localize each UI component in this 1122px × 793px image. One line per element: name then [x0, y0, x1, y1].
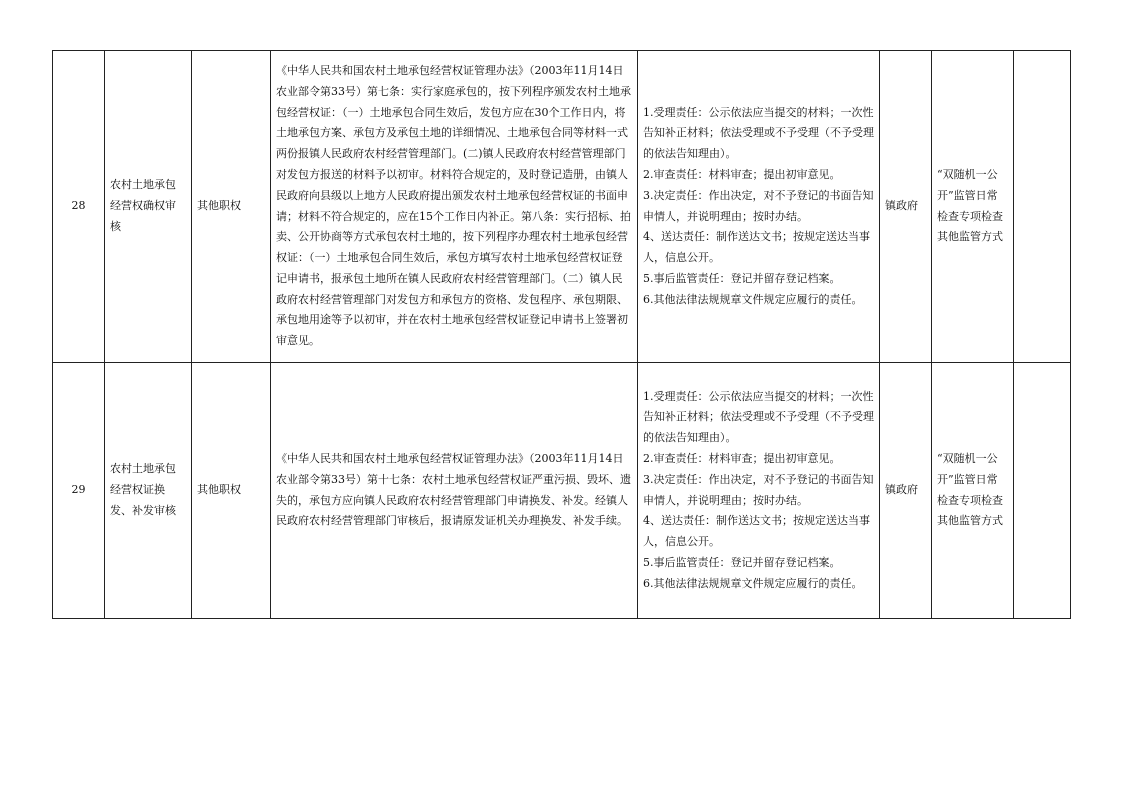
responsibility-item: 4、送达责任：制作送达文书；按规定送达当事人，信息公开。: [643, 230, 870, 265]
legal-basis: 《中华人民共和国农村土地承包经营权证管理办法》（2003年11月14日农业部令第33号）第十七条：农村土地承包经营权证严重污损、毁坏、遗失的，承包方应向镇人民政府农村经营管理部门申请换发、补发。经镇人民政府农村经营管理部门审核后，报请原发证机关办理换发、补发手续。: [271, 363, 638, 619]
item-name: 农村土地承包经营权确权审核: [105, 51, 192, 363]
responsibility-item: 5.事后监管责任：登记并留存登记档案。: [643, 555, 841, 569]
power-type: 其他职权: [192, 51, 271, 363]
responsibility-item: 2.审查责任：材料审查；提出初审意见。: [643, 167, 841, 181]
supervision-methods: “双随机一公开”监管日常检查专项检查其他监管方式: [932, 363, 1014, 619]
remark-cell: [1014, 363, 1071, 619]
responsibility-item: 2.审查责任：材料审查；提出初审意见。: [643, 451, 841, 465]
legal-basis: 《中华人民共和国农村土地承包经营权证管理办法》（2003年11月14日农业部令第33号）第七条：实行家庭承包的，按下列程序颁发农村土地承包经营权证：（一）土地承包合同生效后，发包方应在30个工作日内，将土地承包方案、承包方及承包土地的详细情况、土地承包合同等材料一式两份报镇人民政府农村经营管理部门。(二)镇人民政府农村经营管理部门对发包方报送的材料予以初审。材料符合规定的，及时登记造册，由镇人民政府向县级以上地方人民政府提出颁发农村土地承包经营权证的书面申请；材料不符合规定的，应在15个工作日内补正。第八条：实行招标、拍卖、公开协商等方式承包农村土地的，按下列程序办理农村土地承包经营权证：（一）土地承包合同生效后，承包方填写农村土地承包经营权证登记申请书，报承包土地所在镇人民政府农村经营管理部门。（二）镇人民政府农村经营管理部门对发包方和承包方的资格、发包程序、承包期限、承包地用途等予以初审，并在农村土地承包经营权证登记申请书上签署初审意见。: [271, 51, 638, 363]
responsibility-item: 1.受理责任：公示依法应当提交的材料；一次性告知补正材料；依法受理或不予受理（不予受理的依法告知理由）。: [643, 389, 874, 445]
responsibility-item: 6.其他法律法规规章文件规定应履行的责任。: [643, 292, 863, 306]
responsibility-item: 4、送达责任：制作送达文书；按规定送达当事人，信息公开。: [643, 514, 870, 549]
table-row: [53, 51, 1071, 363]
responsibility-item: 3.决定责任：作出决定，对不予登记的书面告知申情人，并说明理由；按时办结。: [643, 472, 874, 507]
responsibility-item: 5.事后监管责任：登记并留存登记档案。: [643, 271, 841, 285]
supervision-methods: “双随机一公开”监管日常检查专项检查其他监管方式: [932, 51, 1014, 363]
responsible-subject: 镇政府: [880, 51, 932, 363]
responsibility-list: [638, 363, 880, 619]
power-list-table: [52, 50, 1071, 619]
responsible-subject: 镇政府: [880, 363, 932, 619]
remark-cell: [1014, 51, 1071, 363]
responsibility-item: 3.决定责任：作出决定，对不予登记的书面告知申情人，并说明理由；按时办结。: [643, 188, 874, 223]
item-name: 农村土地承包经营权证换发、补发审核: [105, 363, 192, 619]
item-number: 28: [53, 51, 105, 363]
responsibility-item: 6.其他法律法规规章文件规定应履行的责任。: [643, 576, 863, 590]
responsibility-item: 1.受理责任：公示依法应当提交的材料；一次性告知补正材料；依法受理或不予受理（不予受理的依法告知理由）。: [643, 105, 874, 161]
item-number: 29: [53, 363, 105, 619]
responsibility-list: [638, 51, 880, 363]
table-row: [53, 363, 1071, 619]
power-type: 其他职权: [192, 363, 271, 619]
